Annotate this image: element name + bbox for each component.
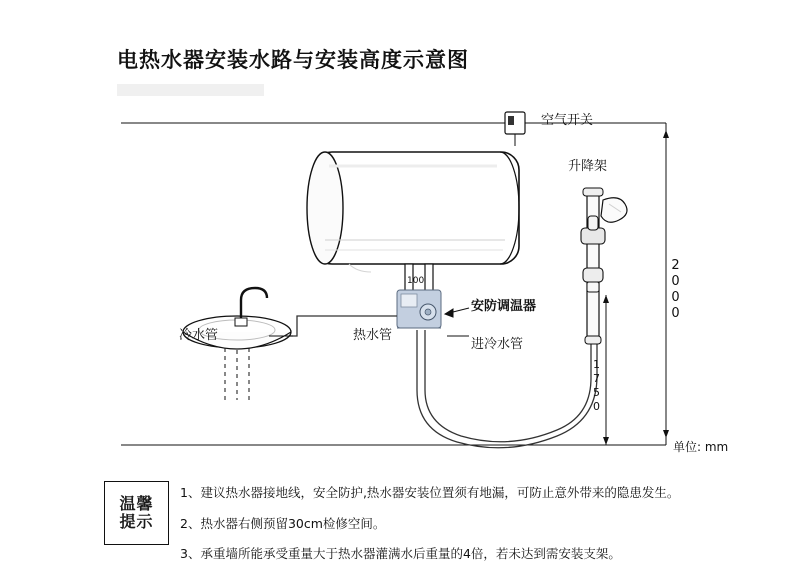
diagram-canvas — [117, 100, 729, 460]
tips-badge — [104, 481, 169, 545]
safety-thermostat-unit — [397, 290, 441, 328]
label-hot-water-pipe: 热水管 — [353, 328, 393, 343]
shower-lifting-rack — [581, 188, 627, 344]
unit-note: 单位: mm — [673, 440, 729, 454]
title-underline-bar — [117, 84, 264, 96]
label-lifting-rack: 升降架 — [568, 159, 608, 174]
water-heater-tank — [307, 152, 519, 272]
thermostat-pointer — [445, 308, 469, 317]
tips-note-2: 2、热水器右侧预留30cm检修空间。 — [180, 515, 386, 531]
page-title: 电热水器安装水路与安装高度示意图 — [117, 48, 469, 72]
tips-note-3: 3、承重墙所能承受重量大于热水器灌满水后重量的4倍，若未达到需安装支架。 — [180, 546, 621, 561]
sink-drain-dashes — [225, 348, 249, 400]
label-capacity-badge: 100 — [407, 276, 425, 286]
label-inlet-cold-water-pipe: 进冷水管 — [471, 337, 524, 352]
dimension-2000: 2000 — [668, 258, 683, 322]
label-cold-water-pipe: 冷水管 — [179, 328, 219, 343]
label-air-switch: 空气开关 — [541, 113, 594, 128]
tips-note-1: 1、建议热水器接地线，安全防护,热水器安装位置须有地漏，可防止意外带来的隐患发生。 — [180, 485, 680, 500]
dimension-1750: 1750 — [590, 358, 603, 414]
tips-badge-line2: 提示 — [119, 512, 154, 531]
tips-badge-line1: 温馨 — [119, 494, 154, 514]
label-safety-thermostat: 安防调温器 — [471, 299, 537, 314]
